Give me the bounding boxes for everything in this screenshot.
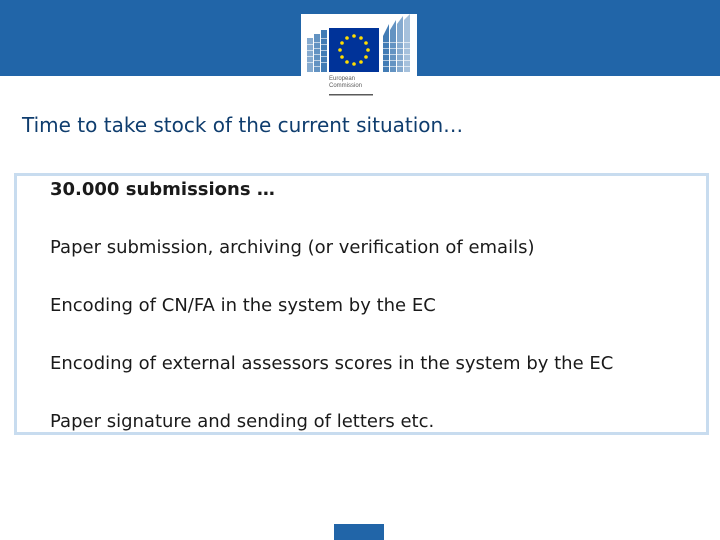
logo-line-1: European [329,76,356,82]
bullet-list [50,178,613,468]
european-commission-logo [301,14,417,100]
footer-bar [334,524,384,540]
bullet-item: Encoding of external assessors scores in the system by the EC [50,353,614,374]
bullet-item: Paper submission, archiving (or verification of emails) [50,237,535,258]
logo-line-2: Commission [329,83,363,89]
logo-wordmark [329,76,399,90]
bullet-item: 30.000 submissions … [50,179,275,200]
slide-title: Time to take stock of the current situation… [22,113,464,137]
bullet-item: Paper signature and sending of letters etc. [50,411,435,432]
bullet-item: Encoding of CN/FA in the system by the EC [50,295,436,316]
